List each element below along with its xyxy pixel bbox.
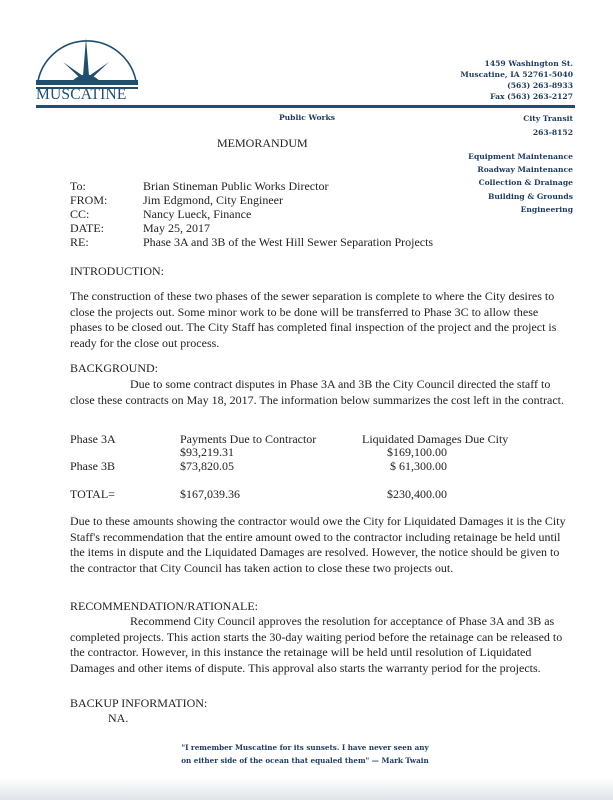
damages-3b: $ 61,300.00 — [390, 459, 447, 473]
memo-field-cc — [70, 207, 252, 221]
transit-block — [523, 112, 573, 140]
payment-3a: $93,219.31 — [180, 445, 234, 459]
intro-paragraph: The construction of these two phases of the sewer separation is complete to where the City desires to close the projects out. Some minor work to be done will be transferred to Phase 3C to allow these phases to be closed out. The City Staff has completed final inspection of the project and the project is ready for the close out process. — [70, 289, 557, 350]
backup-heading: BACKUP INFORMATION: — [70, 696, 208, 710]
field-label: RE: — [70, 235, 89, 249]
memo-field-date — [70, 221, 210, 235]
address-street: 1459 Washington St. — [484, 59, 573, 68]
quote-line: on either side of the ocean that equaled them" — Mark Twain — [181, 756, 429, 765]
address-phone: (563) 263-8933 — [507, 81, 573, 90]
division-item: Engineering — [520, 204, 573, 214]
recommendation-heading: RECOMMENDATION/RATIONALE: — [70, 599, 258, 613]
memo-header-fields — [70, 179, 434, 249]
quote-line: "I remember Muscatine for its sunsets. I have never seen any — [181, 743, 429, 752]
field-label: CC: — [70, 207, 90, 221]
total-payment: $167,039.36 — [180, 487, 240, 501]
footer-shading — [0, 778, 613, 800]
row-phase-3b: Phase 3B — [70, 459, 115, 473]
muscatine-logo — [36, 34, 140, 106]
row-phase-3a: Phase 3A — [70, 432, 116, 446]
damages-3a: $169,100.00 — [387, 445, 447, 459]
memo-title: MEMORANDUM — [217, 136, 308, 150]
total-label: TOTAL= — [70, 487, 115, 501]
field-label: To: — [70, 179, 86, 193]
memo-field-from — [70, 193, 283, 207]
field-value: Nancy Lueck, Finance — [143, 207, 252, 221]
payment-3b: $73,820.05 — [180, 459, 234, 473]
department-name: Public Works — [278, 113, 336, 122]
memo-field-to — [70, 179, 329, 193]
field-value: Phase 3A and 3B of the West Hill Sewer Separation Projects — [143, 235, 434, 249]
memo-field-re — [70, 235, 434, 249]
letterhead-rule — [36, 105, 575, 108]
logo-text: MUSCATINE — [36, 86, 127, 103]
address-fax: Fax (563) 263-2127 — [490, 92, 573, 101]
background-paragraph: Due to some contract disputes in Phase 3A and 3B the City Council directed the staff to close these contracts on May 18, 2017. The information below summarizes the cost left in the contract. — [70, 377, 564, 407]
division-item: Equipment Maintenance — [468, 152, 573, 161]
field-label: FROM: — [70, 193, 108, 207]
background-heading: BACKGROUND: — [70, 361, 159, 375]
cost-table — [70, 432, 510, 512]
division-item: Collection & Drainage — [478, 178, 573, 188]
address-block — [460, 58, 573, 102]
field-value: May 25, 2017 — [143, 221, 210, 235]
division-item: Roadway Maintenance — [477, 165, 573, 175]
field-label: DATE: — [70, 221, 104, 235]
intro-heading: INTRODUCTION: — [70, 264, 164, 278]
total-damages: $230,400.00 — [387, 487, 447, 501]
col-header-damages: Liquidated Damages Due City — [362, 432, 509, 446]
transit-phone: 263-8152 — [532, 128, 573, 137]
col-header-payments: Payments Due to Contractor — [180, 432, 317, 446]
transit-label: City Transit — [523, 114, 573, 123]
backup-text: NA. — [108, 711, 129, 725]
division-item: Building & Grounds — [487, 191, 573, 201]
address-city: Muscatine, IA 52761-5040 — [460, 70, 573, 79]
divisions-list — [468, 150, 573, 216]
analysis-paragraph: Due to these amounts showing the contractor would owe the City for Liquidated Damages it is the City Staff's recommendation that the entire amount owed to the contractor including retainage be held until the items in dispute and the Liquidated Damages are resolved. However, the notice should be given to the contractor that City Council has taken action to close these two projects out. — [70, 514, 566, 575]
field-value: Jim Edgmond, City Engineer — [143, 193, 283, 207]
field-value: Brian Stineman Public Works Director — [143, 179, 329, 193]
footer-quote — [130, 741, 480, 767]
recommendation-paragraph: Recommend City Council approves the resolution for acceptance of Phase 3A and 3B as completed projects. This action starts the 30-day waiting period before the retainage can be released to the contractor. However, in this instance the retainage will be held until resolution of Liquidated Damages and other items of dispute. This approval also starts the warranty period for the projects. — [70, 614, 563, 675]
